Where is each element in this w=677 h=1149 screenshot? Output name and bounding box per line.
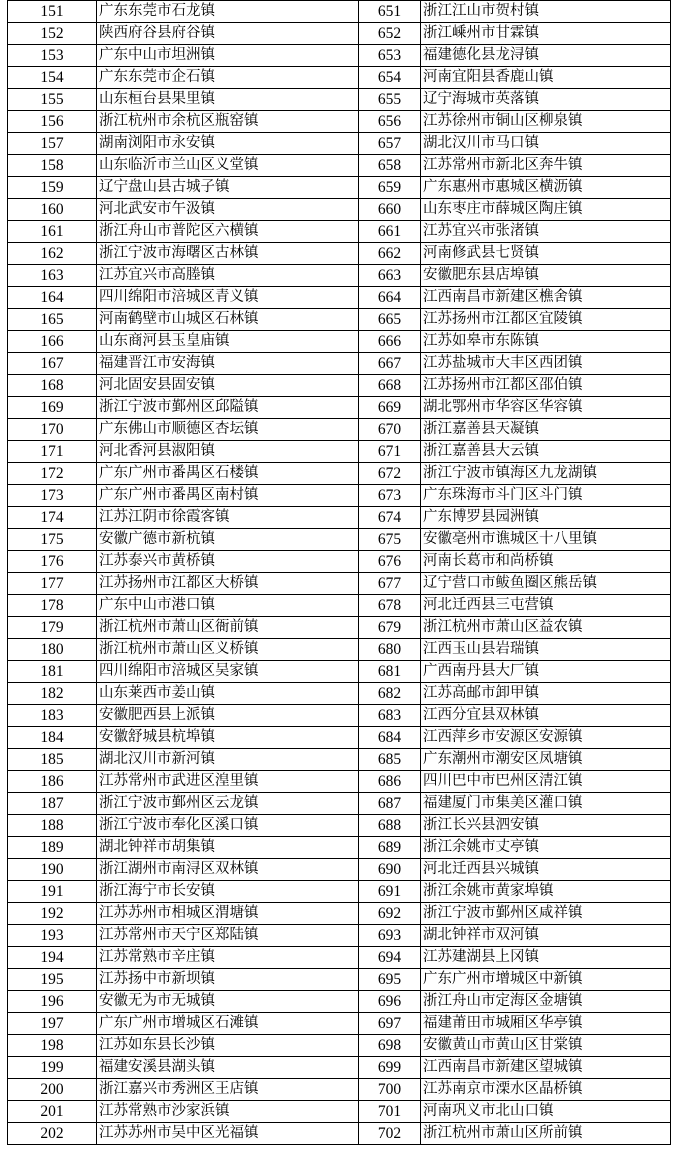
table-row bbox=[8, 1057, 671, 1079]
table-row bbox=[8, 177, 671, 199]
rank-number-left: 161 bbox=[8, 221, 97, 243]
town-name-left: 江苏江阴市徐霞客镇 bbox=[97, 507, 359, 529]
rank-number-right: 665 bbox=[359, 309, 421, 331]
table-row bbox=[8, 727, 671, 749]
town-name-right: 江苏常州市新北区奔牛镇 bbox=[421, 155, 671, 177]
table-row bbox=[8, 837, 671, 859]
town-name-right: 浙江嵊州市甘霖镇 bbox=[421, 23, 671, 45]
rank-number-left: 155 bbox=[8, 89, 97, 111]
rank-number-left: 166 bbox=[8, 331, 97, 353]
rank-number-right: 657 bbox=[359, 133, 421, 155]
table-row bbox=[8, 287, 671, 309]
town-name-left: 浙江杭州市萧山区义桥镇 bbox=[97, 639, 359, 661]
table-row bbox=[8, 111, 671, 133]
rank-number-right: 678 bbox=[359, 595, 421, 617]
table-row bbox=[8, 155, 671, 177]
town-name-right: 浙江长兴县泗安镇 bbox=[421, 815, 671, 837]
rank-number-right: 676 bbox=[359, 551, 421, 573]
town-name-left: 辽宁盘山县古城子镇 bbox=[97, 177, 359, 199]
rank-number-left: 182 bbox=[8, 683, 97, 705]
town-name-left: 广东广州市番禺区南村镇 bbox=[97, 485, 359, 507]
rank-number-right: 675 bbox=[359, 529, 421, 551]
rank-number-right: 660 bbox=[359, 199, 421, 221]
town-name-left: 广东中山市坦洲镇 bbox=[97, 45, 359, 67]
town-name-right: 浙江宁波市镇海区九龙湖镇 bbox=[421, 463, 671, 485]
table-row bbox=[8, 45, 671, 67]
town-name-right: 河南巩义市北山口镇 bbox=[421, 1101, 671, 1123]
rank-number-left: 170 bbox=[8, 419, 97, 441]
rank-number-left: 180 bbox=[8, 639, 97, 661]
table-row bbox=[8, 859, 671, 881]
rank-number-left: 187 bbox=[8, 793, 97, 815]
town-name-left: 浙江杭州市萧山区衙前镇 bbox=[97, 617, 359, 639]
rank-number-right: 694 bbox=[359, 947, 421, 969]
town-name-right: 湖北汉川市马口镇 bbox=[421, 133, 671, 155]
table-row bbox=[8, 793, 671, 815]
rank-number-left: 190 bbox=[8, 859, 97, 881]
rank-number-right: 696 bbox=[359, 991, 421, 1013]
rank-number-left: 153 bbox=[8, 45, 97, 67]
rank-number-left: 185 bbox=[8, 749, 97, 771]
table-row bbox=[8, 1013, 671, 1035]
rank-number-left: 160 bbox=[8, 199, 97, 221]
town-name-right: 江苏南京市溧水区晶桥镇 bbox=[421, 1079, 671, 1101]
rank-number-left: 172 bbox=[8, 463, 97, 485]
town-name-left: 浙江宁波市奉化区溪口镇 bbox=[97, 815, 359, 837]
rank-number-left: 186 bbox=[8, 771, 97, 793]
town-name-left: 江苏常熟市沙家浜镇 bbox=[97, 1101, 359, 1123]
table-row bbox=[8, 771, 671, 793]
rank-number-left: 175 bbox=[8, 529, 97, 551]
table-row bbox=[8, 749, 671, 771]
town-name-right: 江西萍乡市安源区安源镇 bbox=[421, 727, 671, 749]
rank-number-right: 680 bbox=[359, 639, 421, 661]
town-name-right: 河南修武县七贤镇 bbox=[421, 243, 671, 265]
rank-number-right: 695 bbox=[359, 969, 421, 991]
rank-number-right: 671 bbox=[359, 441, 421, 463]
table-row bbox=[8, 419, 671, 441]
rank-number-right: 681 bbox=[359, 661, 421, 683]
rank-number-left: 179 bbox=[8, 617, 97, 639]
town-name-left: 湖北钟祥市胡集镇 bbox=[97, 837, 359, 859]
rank-number-right: 698 bbox=[359, 1035, 421, 1057]
town-name-left: 广东东莞市企石镇 bbox=[97, 67, 359, 89]
town-name-left: 湖北汉川市新河镇 bbox=[97, 749, 359, 771]
rank-number-right: 663 bbox=[359, 265, 421, 287]
table-row bbox=[8, 397, 671, 419]
rank-number-right: 668 bbox=[359, 375, 421, 397]
town-name-right: 安徽肥东县店埠镇 bbox=[421, 265, 671, 287]
rank-number-right: 651 bbox=[359, 1, 421, 23]
rank-number-left: 191 bbox=[8, 881, 97, 903]
town-name-left: 河北香河县淑阳镇 bbox=[97, 441, 359, 463]
town-name-left: 河北固安县固安镇 bbox=[97, 375, 359, 397]
rank-number-right: 690 bbox=[359, 859, 421, 881]
town-name-left: 安徽舒城县杭埠镇 bbox=[97, 727, 359, 749]
rank-number-right: 670 bbox=[359, 419, 421, 441]
town-name-right: 福建德化县龙浔镇 bbox=[421, 45, 671, 67]
town-name-right: 江西分宜县双林镇 bbox=[421, 705, 671, 727]
table-row bbox=[8, 573, 671, 595]
town-name-left: 广东佛山市顺德区杏坛镇 bbox=[97, 419, 359, 441]
town-name-right: 浙江余姚市丈亭镇 bbox=[421, 837, 671, 859]
rank-number-left: 184 bbox=[8, 727, 97, 749]
rank-number-right: 656 bbox=[359, 111, 421, 133]
table-row bbox=[8, 1101, 671, 1123]
town-name-left: 陕西府谷县府谷镇 bbox=[97, 23, 359, 45]
town-name-left: 江苏扬中市新坝镇 bbox=[97, 969, 359, 991]
rank-number-right: 686 bbox=[359, 771, 421, 793]
rank-number-left: 152 bbox=[8, 23, 97, 45]
town-name-right: 广东潮州市潮安区凤塘镇 bbox=[421, 749, 671, 771]
rank-number-right: 701 bbox=[359, 1101, 421, 1123]
town-name-left: 浙江舟山市普陀区六横镇 bbox=[97, 221, 359, 243]
town-name-left: 安徽广德市新杭镇 bbox=[97, 529, 359, 551]
table-row bbox=[8, 815, 671, 837]
table-row bbox=[8, 903, 671, 925]
town-name-left: 山东商河县玉皇庙镇 bbox=[97, 331, 359, 353]
rank-number-right: 700 bbox=[359, 1079, 421, 1101]
rank-number-right: 667 bbox=[359, 353, 421, 375]
table-row bbox=[8, 463, 671, 485]
town-ranking-table bbox=[7, 0, 671, 1145]
town-name-left: 江苏扬州市江都区大桥镇 bbox=[97, 573, 359, 595]
rank-number-left: 181 bbox=[8, 661, 97, 683]
table-row bbox=[8, 89, 671, 111]
town-name-left: 河北武安市午汲镇 bbox=[97, 199, 359, 221]
rank-number-right: 672 bbox=[359, 463, 421, 485]
rank-number-left: 189 bbox=[8, 837, 97, 859]
rank-number-left: 162 bbox=[8, 243, 97, 265]
table-row bbox=[8, 309, 671, 331]
table-row bbox=[8, 265, 671, 287]
town-name-left: 广东东莞市石龙镇 bbox=[97, 1, 359, 23]
rank-number-left: 176 bbox=[8, 551, 97, 573]
table-row bbox=[8, 1123, 671, 1145]
town-name-right: 河南长葛市和尚桥镇 bbox=[421, 551, 671, 573]
town-name-left: 江苏苏州市相城区渭塘镇 bbox=[97, 903, 359, 925]
rank-number-right: 674 bbox=[359, 507, 421, 529]
town-name-right: 福建厦门市集美区灌口镇 bbox=[421, 793, 671, 815]
rank-number-left: 194 bbox=[8, 947, 97, 969]
rank-number-left: 165 bbox=[8, 309, 97, 331]
rank-number-right: 684 bbox=[359, 727, 421, 749]
town-name-right: 江苏扬州市江都区邵伯镇 bbox=[421, 375, 671, 397]
rank-number-left: 169 bbox=[8, 397, 97, 419]
town-name-left: 山东临沂市兰山区义堂镇 bbox=[97, 155, 359, 177]
town-name-right: 江苏建湖县上冈镇 bbox=[421, 947, 671, 969]
town-name-right: 浙江杭州市萧山区所前镇 bbox=[421, 1123, 671, 1145]
table-body bbox=[8, 1, 671, 1145]
rank-number-right: 661 bbox=[359, 221, 421, 243]
table-row bbox=[8, 485, 671, 507]
town-name-right: 浙江嘉善县大云镇 bbox=[421, 441, 671, 463]
table-row bbox=[8, 507, 671, 529]
rank-number-left: 197 bbox=[8, 1013, 97, 1035]
town-name-right: 江苏宜兴市张渚镇 bbox=[421, 221, 671, 243]
table-row bbox=[8, 705, 671, 727]
rank-number-right: 688 bbox=[359, 815, 421, 837]
rank-number-left: 156 bbox=[8, 111, 97, 133]
table-row bbox=[8, 199, 671, 221]
town-name-left: 江苏常熟市辛庄镇 bbox=[97, 947, 359, 969]
town-name-left: 山东桓台县果里镇 bbox=[97, 89, 359, 111]
rank-number-right: 702 bbox=[359, 1123, 421, 1145]
town-name-left: 福建安溪县湖头镇 bbox=[97, 1057, 359, 1079]
rank-number-left: 163 bbox=[8, 265, 97, 287]
town-name-left: 江苏宜兴市高塍镇 bbox=[97, 265, 359, 287]
table-row bbox=[8, 969, 671, 991]
table-row bbox=[8, 617, 671, 639]
town-name-left: 安徽无为市无城镇 bbox=[97, 991, 359, 1013]
rank-number-left: 173 bbox=[8, 485, 97, 507]
rank-number-left: 151 bbox=[8, 1, 97, 23]
rank-number-left: 202 bbox=[8, 1123, 97, 1145]
rank-number-right: 693 bbox=[359, 925, 421, 947]
rank-number-right: 652 bbox=[359, 23, 421, 45]
rank-number-left: 168 bbox=[8, 375, 97, 397]
town-name-left: 江苏如东县长沙镇 bbox=[97, 1035, 359, 1057]
rank-number-left: 154 bbox=[8, 67, 97, 89]
town-name-right: 江西南昌市新建区樵舍镇 bbox=[421, 287, 671, 309]
rank-number-left: 193 bbox=[8, 925, 97, 947]
rank-number-left: 178 bbox=[8, 595, 97, 617]
town-name-left: 浙江杭州市余杭区瓶窑镇 bbox=[97, 111, 359, 133]
town-name-right: 河南宜阳县香鹿山镇 bbox=[421, 67, 671, 89]
table-row bbox=[8, 243, 671, 265]
town-name-right: 山东枣庄市薛城区陶庄镇 bbox=[421, 199, 671, 221]
table-row bbox=[8, 925, 671, 947]
rank-number-left: 174 bbox=[8, 507, 97, 529]
town-name-left: 浙江宁波市海曙区古林镇 bbox=[97, 243, 359, 265]
town-name-left: 河南鹤壁市山城区石林镇 bbox=[97, 309, 359, 331]
town-name-left: 浙江嘉兴市秀洲区王店镇 bbox=[97, 1079, 359, 1101]
town-name-left: 广东广州市番禺区石楼镇 bbox=[97, 463, 359, 485]
table-row bbox=[8, 331, 671, 353]
table-row bbox=[8, 551, 671, 573]
town-name-right: 福建莆田市城厢区华亭镇 bbox=[421, 1013, 671, 1035]
rank-number-left: 159 bbox=[8, 177, 97, 199]
town-name-right: 湖北鄂州市华容区华容镇 bbox=[421, 397, 671, 419]
town-name-right: 浙江余姚市黄家埠镇 bbox=[421, 881, 671, 903]
town-name-right: 广东博罗县园洲镇 bbox=[421, 507, 671, 529]
town-name-right: 四川巴中市巴州区清江镇 bbox=[421, 771, 671, 793]
town-name-left: 江苏苏州市吴中区光福镇 bbox=[97, 1123, 359, 1145]
table-row bbox=[8, 375, 671, 397]
rank-number-right: 687 bbox=[359, 793, 421, 815]
town-name-right: 广东珠海市斗门区斗门镇 bbox=[421, 485, 671, 507]
rank-number-left: 201 bbox=[8, 1101, 97, 1123]
town-name-right: 广东惠州市惠城区横沥镇 bbox=[421, 177, 671, 199]
rank-number-left: 188 bbox=[8, 815, 97, 837]
table-row bbox=[8, 221, 671, 243]
table-row bbox=[8, 639, 671, 661]
table-row bbox=[8, 881, 671, 903]
rank-number-left: 196 bbox=[8, 991, 97, 1013]
table-row bbox=[8, 67, 671, 89]
town-name-right: 安徽黄山市黄山区甘棠镇 bbox=[421, 1035, 671, 1057]
town-name-right: 辽宁营口市鲅鱼圈区熊岳镇 bbox=[421, 573, 671, 595]
rank-number-right: 673 bbox=[359, 485, 421, 507]
town-name-right: 江苏高邮市卸甲镇 bbox=[421, 683, 671, 705]
table-row bbox=[8, 441, 671, 463]
town-name-left: 江苏泰兴市黄桥镇 bbox=[97, 551, 359, 573]
table-row bbox=[8, 353, 671, 375]
town-name-left: 湖南浏阳市永安镇 bbox=[97, 133, 359, 155]
town-name-right: 江西玉山县岩瑞镇 bbox=[421, 639, 671, 661]
town-name-right: 浙江嘉善县天凝镇 bbox=[421, 419, 671, 441]
rank-number-left: 164 bbox=[8, 287, 97, 309]
table-row bbox=[8, 133, 671, 155]
table-row bbox=[8, 991, 671, 1013]
town-name-right: 浙江杭州市萧山区益农镇 bbox=[421, 617, 671, 639]
town-name-right: 江苏徐州市铜山区柳泉镇 bbox=[421, 111, 671, 133]
rank-number-left: 177 bbox=[8, 573, 97, 595]
rank-number-left: 200 bbox=[8, 1079, 97, 1101]
rank-number-right: 697 bbox=[359, 1013, 421, 1035]
town-name-right: 广西南丹县大厂镇 bbox=[421, 661, 671, 683]
rank-number-right: 669 bbox=[359, 397, 421, 419]
rank-number-right: 679 bbox=[359, 617, 421, 639]
rank-number-right: 653 bbox=[359, 45, 421, 67]
rank-number-right: 692 bbox=[359, 903, 421, 925]
town-name-left: 安徽肥西县上派镇 bbox=[97, 705, 359, 727]
rank-number-right: 677 bbox=[359, 573, 421, 595]
town-name-left: 四川绵阳市涪城区青义镇 bbox=[97, 287, 359, 309]
town-name-right: 江苏扬州市江都区宜陵镇 bbox=[421, 309, 671, 331]
rank-number-left: 192 bbox=[8, 903, 97, 925]
table-row bbox=[8, 683, 671, 705]
rank-number-right: 685 bbox=[359, 749, 421, 771]
rank-number-right: 662 bbox=[359, 243, 421, 265]
rank-number-left: 198 bbox=[8, 1035, 97, 1057]
rank-number-right: 683 bbox=[359, 705, 421, 727]
rank-number-left: 171 bbox=[8, 441, 97, 463]
town-name-right: 辽宁海城市英落镇 bbox=[421, 89, 671, 111]
table-row bbox=[8, 1079, 671, 1101]
town-name-left: 广东中山市港口镇 bbox=[97, 595, 359, 617]
rank-number-right: 655 bbox=[359, 89, 421, 111]
rank-number-right: 654 bbox=[359, 67, 421, 89]
table-row bbox=[8, 947, 671, 969]
rank-number-right: 699 bbox=[359, 1057, 421, 1079]
town-name-right: 江苏如皋市东陈镇 bbox=[421, 331, 671, 353]
town-name-right: 安徽亳州市谯城区十八里镇 bbox=[421, 529, 671, 551]
town-name-right: 浙江江山市贺村镇 bbox=[421, 1, 671, 23]
table-row bbox=[8, 23, 671, 45]
town-name-left: 浙江海宁市长安镇 bbox=[97, 881, 359, 903]
town-name-left: 江苏常州市天宁区郑陆镇 bbox=[97, 925, 359, 947]
table-row bbox=[8, 1, 671, 23]
rank-number-right: 664 bbox=[359, 287, 421, 309]
town-name-left: 广东广州市增城区石滩镇 bbox=[97, 1013, 359, 1035]
rank-number-left: 167 bbox=[8, 353, 97, 375]
rank-number-right: 689 bbox=[359, 837, 421, 859]
table-row bbox=[8, 595, 671, 617]
town-name-right: 河北迁西县三屯营镇 bbox=[421, 595, 671, 617]
town-name-left: 四川绵阳市涪城区吴家镇 bbox=[97, 661, 359, 683]
rank-number-right: 659 bbox=[359, 177, 421, 199]
rank-number-left: 183 bbox=[8, 705, 97, 727]
town-name-right: 湖北钟祥市双河镇 bbox=[421, 925, 671, 947]
rank-number-right: 691 bbox=[359, 881, 421, 903]
town-name-right: 浙江舟山市定海区金塘镇 bbox=[421, 991, 671, 1013]
town-name-left: 浙江宁波市鄞州区云龙镇 bbox=[97, 793, 359, 815]
rank-number-left: 158 bbox=[8, 155, 97, 177]
town-name-right: 江苏盐城市大丰区西团镇 bbox=[421, 353, 671, 375]
rank-number-left: 199 bbox=[8, 1057, 97, 1079]
town-name-left: 江苏常州市武进区湟里镇 bbox=[97, 771, 359, 793]
town-name-right: 浙江宁波市鄞州区咸祥镇 bbox=[421, 903, 671, 925]
town-name-right: 河北迁西县兴城镇 bbox=[421, 859, 671, 881]
town-name-left: 浙江湖州市南浔区双林镇 bbox=[97, 859, 359, 881]
table-row bbox=[8, 661, 671, 683]
table-row bbox=[8, 1035, 671, 1057]
town-name-right: 江西南昌市新建区望城镇 bbox=[421, 1057, 671, 1079]
town-name-left: 福建晋江市安海镇 bbox=[97, 353, 359, 375]
rank-number-right: 682 bbox=[359, 683, 421, 705]
rank-number-left: 157 bbox=[8, 133, 97, 155]
town-name-left: 浙江宁波市鄞州区邱隘镇 bbox=[97, 397, 359, 419]
rank-number-right: 658 bbox=[359, 155, 421, 177]
table-row bbox=[8, 529, 671, 551]
town-name-right: 广东广州市增城区中新镇 bbox=[421, 969, 671, 991]
rank-number-right: 666 bbox=[359, 331, 421, 353]
town-name-left: 山东莱西市姜山镇 bbox=[97, 683, 359, 705]
rank-number-left: 195 bbox=[8, 969, 97, 991]
